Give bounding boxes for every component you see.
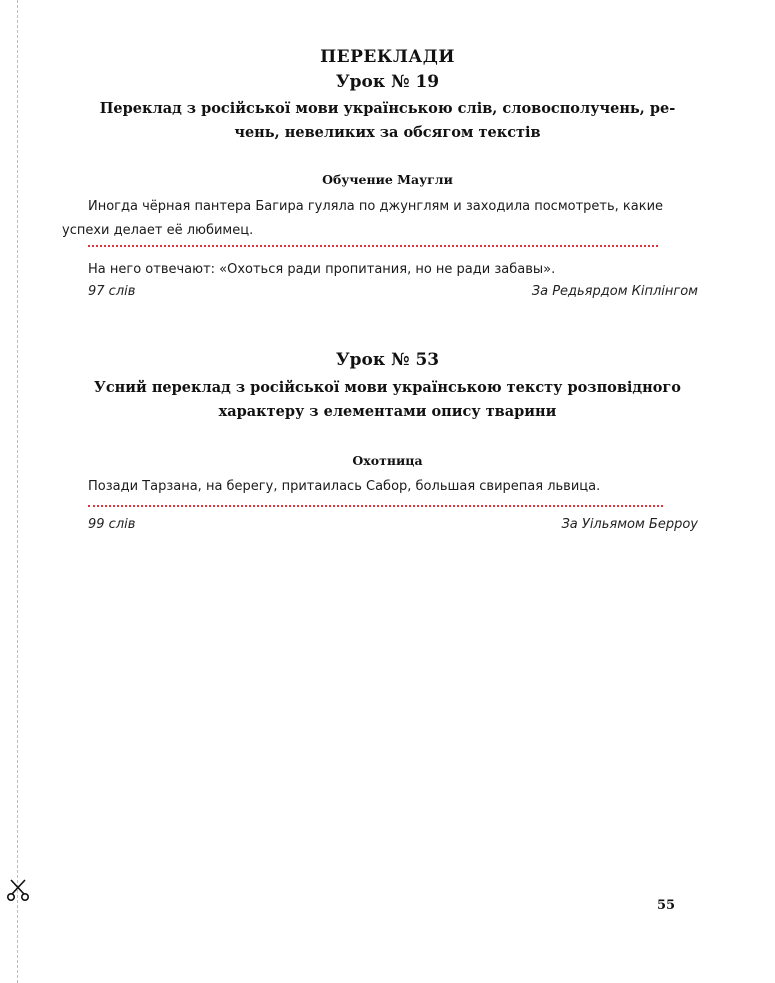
lesson-53-subtitle: [60, 376, 715, 424]
lesson-53-word-count: 99 слів: [88, 517, 136, 532]
lesson-19-paragraph-2: На него отвечают: «Охоться ради пропитания, но не ради забавы».: [88, 262, 556, 277]
lesson-53-author: За Уільямом Берроу: [561, 517, 698, 532]
cut-line: [17, 0, 18, 983]
section-title: ПЕРЕКЛАДИ: [320, 47, 455, 67]
lesson-53-subtitle-line-1: Усний переклад з російської мови українською тексту розповідного: [94, 379, 681, 396]
lesson-53-paragraph-1: Позади Тарзана, на берегу, притаилась Сабор, большая свирепая львица.: [88, 479, 601, 494]
dotted-omission-line: [88, 505, 663, 507]
scissors-icon: [7, 878, 29, 902]
lesson-19-subtitle-line-1: Переклад з російської мови українською слів, словосполучень, ре-: [99, 100, 676, 117]
lesson-53-title: Урок № 53: [335, 350, 440, 370]
lesson-53-subtitle-line-2: характеру з елементами опису тварини: [218, 403, 557, 420]
lesson-19-subtitle-line-2: чень, невеликих за обсягом текстів: [234, 124, 541, 141]
lesson-19-title: Урок № 19: [335, 72, 440, 92]
dotted-omission-line: [88, 245, 658, 247]
lesson-53-text-title: Охотница: [352, 453, 423, 468]
page-number: 55: [657, 898, 676, 913]
lesson-19-word-count: 97 слів: [88, 284, 136, 299]
lesson-19-text-title: Обучение Маугли: [322, 172, 453, 187]
lesson-19-paragraph-1: Иногда чёрная пантера Багира гуляла по джунглям и заходила посмотреть, какие успехи делает её любимец.: [62, 199, 664, 238]
lesson-19-author: За Редьярдом Кіплінгом: [531, 284, 698, 299]
lesson-19-subtitle: [60, 97, 715, 145]
